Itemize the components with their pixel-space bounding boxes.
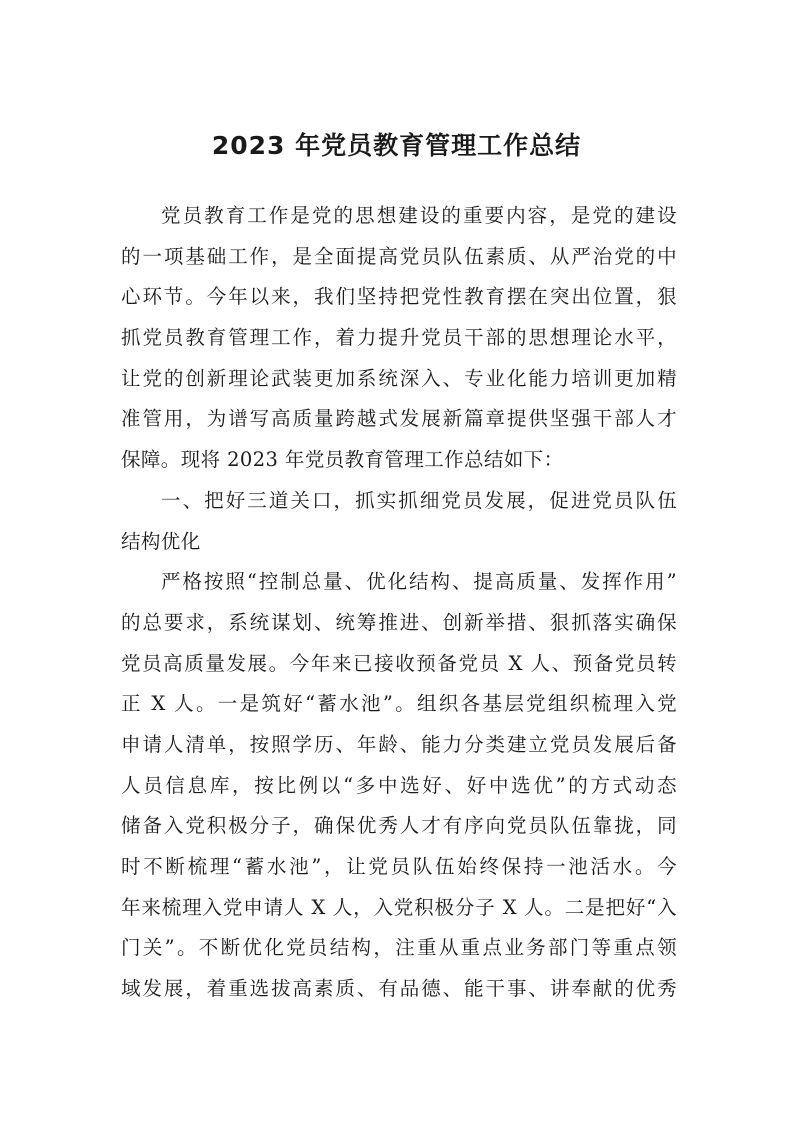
body-line: 党员高质量发展。今年来已接收预备党员 X 人、预备党员转 <box>121 651 677 675</box>
body-line: 让党的创新理论武装更加系统深入、专业化能力培训更加精 <box>121 366 677 390</box>
body-line: 一、把好三道关口，抓实抓细党员发展，促进党员队伍 <box>161 488 677 512</box>
body-line: 时不断梳理“蓄水池”，让党员队伍始终保持一池活水。今 <box>121 855 677 878</box>
body-line: 心环节。今年以来，我们坚持把党性教育摆在突出位置，狠 <box>121 285 677 309</box>
body-line: 门关”。不断优化党员结构，注重从重点业务部门等重点领 <box>121 936 677 960</box>
body-line: 储备入党积极分子，确保优秀人才有序向党员队伍靠拢，同 <box>121 814 677 838</box>
body-line: 域发展，着重选拔高素质、有品德、能干事、讲奉献的优秀 <box>121 977 677 1001</box>
body-line: 抓党员教育管理工作，着力提升党员干部的思想理论水平， <box>121 326 677 350</box>
body-line: 严格按照“控制总量、优化结构、提高质量、发挥作用” <box>161 570 677 594</box>
body-line: 年来梳理入党申请人 X 人，入党积极分子 X 人。二是把好“入 <box>121 895 677 919</box>
document-body <box>121 196 677 1010</box>
body-line: 保障。现将 2023 年党员教育管理工作总结如下： <box>121 448 564 472</box>
body-line: 申请人清单，按照学历、年龄、能力分类建立党员发展后备 <box>121 732 677 756</box>
body-line: 准管用，为谱写高质量跨越式发展新篇章提供坚强干部人才 <box>121 407 677 431</box>
body-line: 正 X 人。一是筑好“蓄水池”。组织各基层党组织梳理入党 <box>121 692 677 716</box>
body-line: 结构优化 <box>121 529 201 553</box>
body-line: 党员教育工作是党的思想建设的重要内容，是党的建设 <box>161 204 677 227</box>
body-line: 人员信息库，按比例以“多中选好、好中选优”的方式动态 <box>121 773 677 797</box>
body-line: 的总要求，系统谋划、统筹推进、创新举措、狠抓落实确保 <box>121 610 677 634</box>
body-line: 的一项基础工作，是全面提高党员队伍素质、从严治党的中 <box>121 244 677 268</box>
document-title: 2023 年党员教育管理工作总结 <box>211 131 582 160</box>
